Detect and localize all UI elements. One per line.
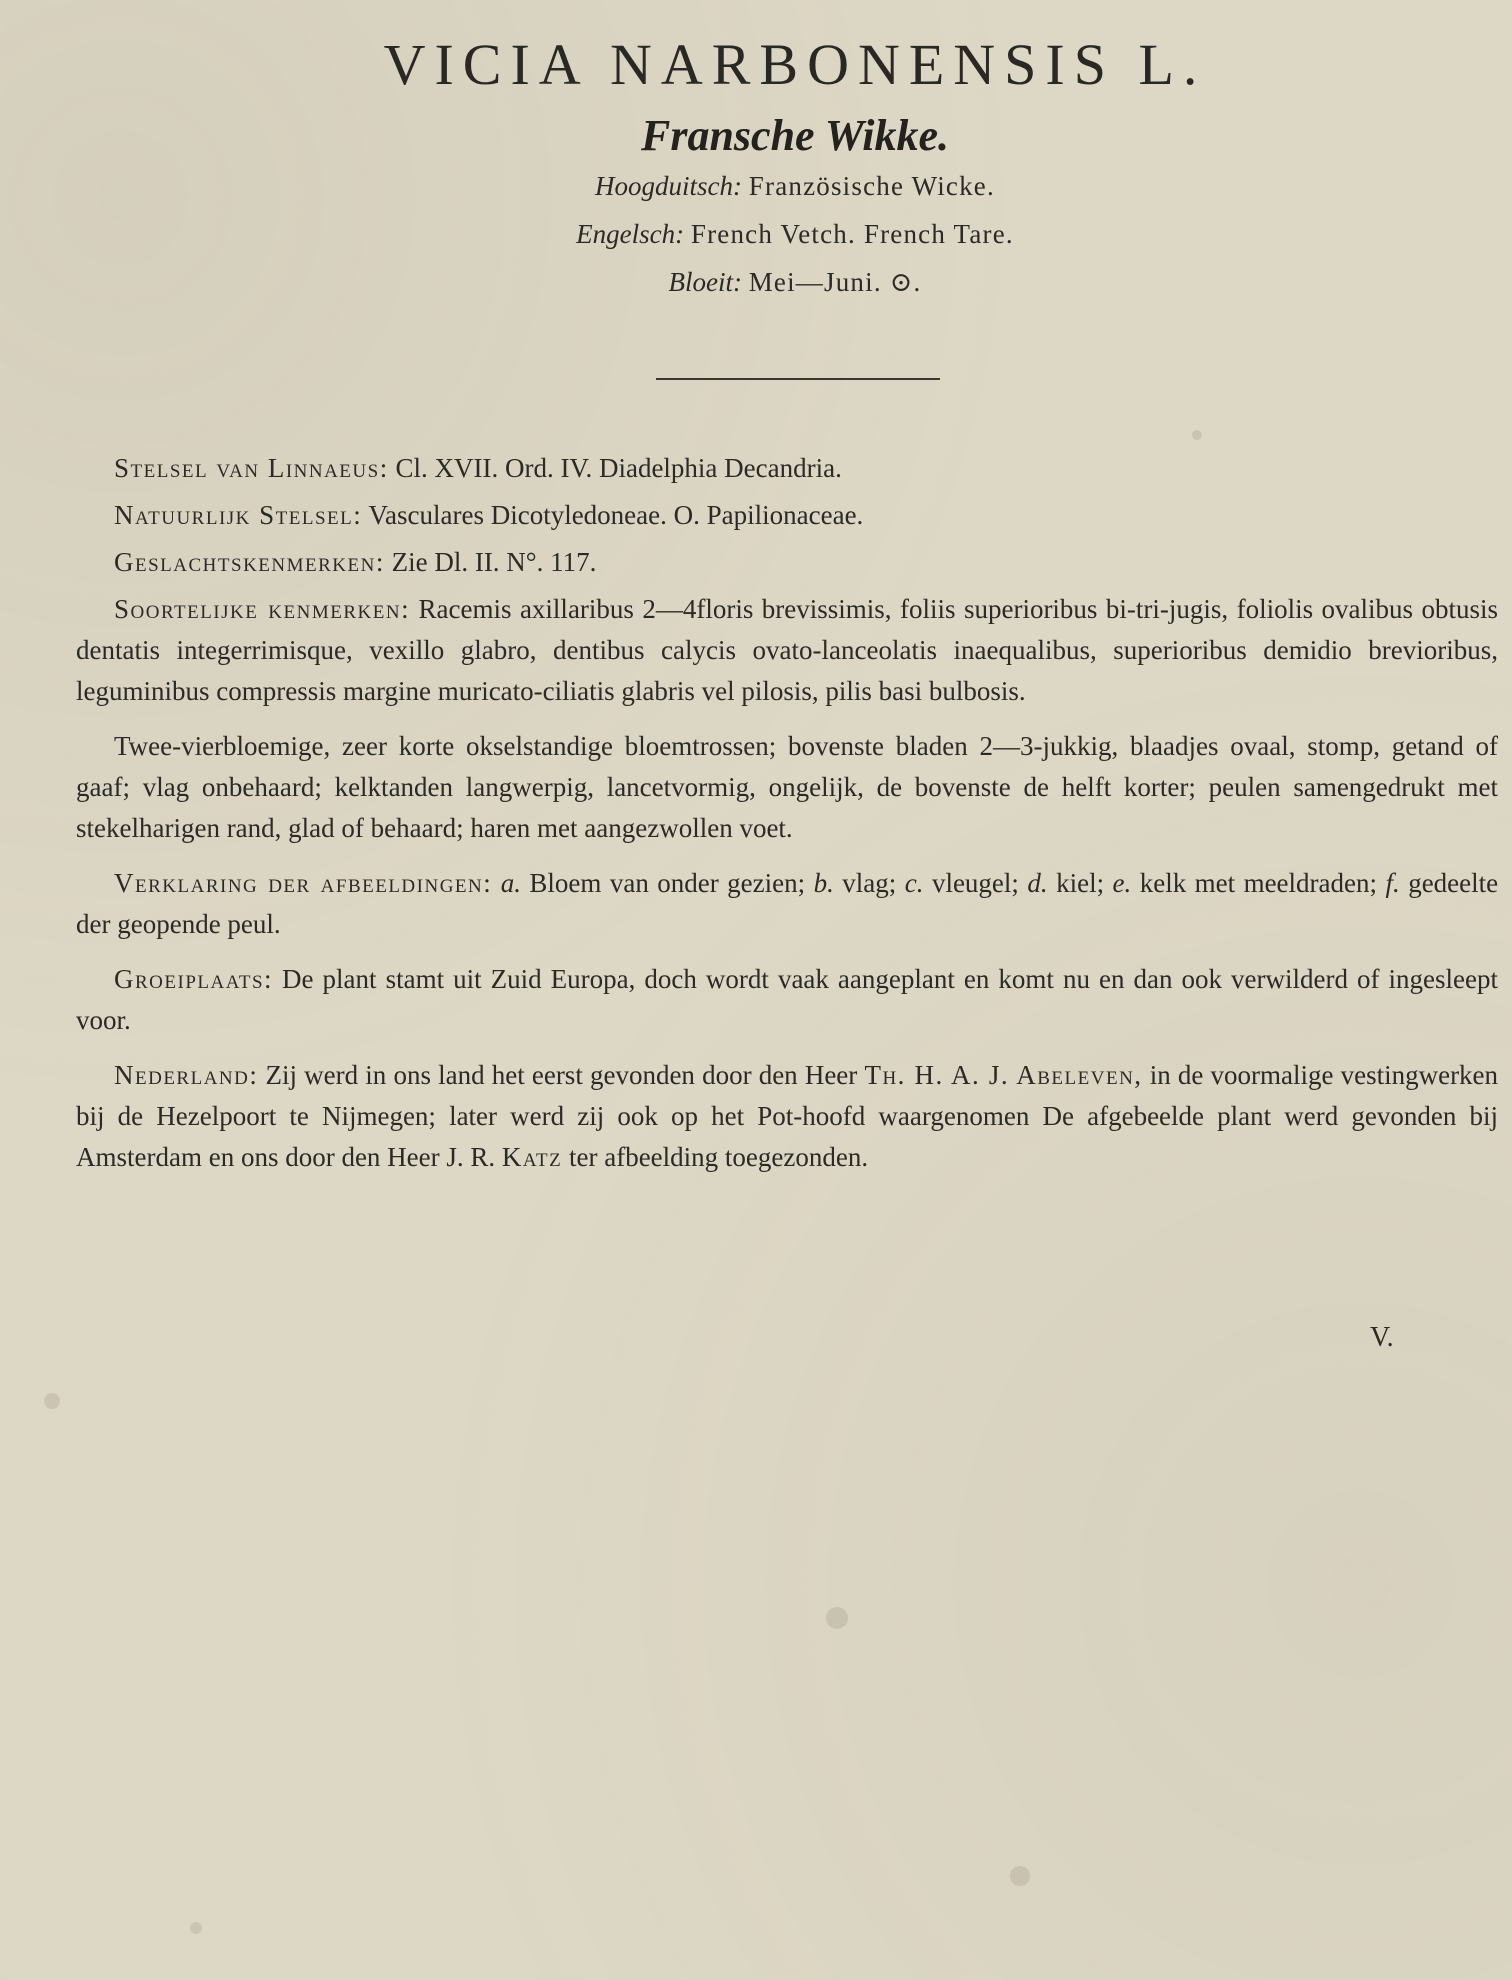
section-natuurlijk	[76, 495, 1498, 536]
figure-key: d.	[1027, 868, 1048, 898]
meta-key: Hoogduitsch:	[595, 171, 743, 201]
main-text	[76, 448, 1498, 1192]
figure-key: e.	[1112, 868, 1132, 898]
figure-key: b.	[813, 868, 834, 898]
meta-key: Engelsch:	[576, 219, 685, 249]
section-description: Twee-vierbloemige, zeer korte okselstandige bloemtrossen; bovenste bladen 2—3-jukkig, blaadjes ovaal, stomp, getand of gaaf; vlag onbehaard; kelktanden langwerpig, lancetvormig, ongelijk, de bovenste de helft korter; peulen samengedrukt met stekelharigen rand, glad of behaard; haren met aangezwollen voet.	[76, 731, 1498, 843]
paper-spot	[826, 1607, 848, 1629]
paper-spot	[1010, 1866, 1030, 1886]
person-name: Katz	[501, 1142, 563, 1172]
section-label: Verklaring der afbeeldingen:	[114, 868, 493, 898]
section-label: Soortelijke kenmerken:	[114, 594, 411, 624]
header	[0, 30, 1512, 306]
section-linnaeus	[76, 448, 1498, 489]
section-text: in de voormalige vestingwerken bij de Hezelpoort te Nijmegen; later werd zij ook op het Pot-hoofd waargenomen De afgebeelde plant werd gevonden bij Amsterdam en ons door den Heer J. R.	[76, 1060, 1499, 1172]
meta-line-bloei	[0, 258, 1512, 306]
page-title: VICIA NARBONENSIS L.	[383, 32, 1207, 97]
person-name: Th. H. A. J. Abeleven,	[864, 1060, 1143, 1090]
figure-text: Bloem van onder gezien;	[529, 868, 806, 898]
section-soort	[76, 589, 1498, 712]
figure-text: kelk met meeldraden;	[1139, 868, 1378, 898]
section-text: Vasculares Dicotyledoneae. O. Papilionaceae.	[368, 500, 864, 530]
page-subtitle: Fransche Wikke.	[640, 111, 950, 160]
meta-value: French Vetch. French Tare.	[690, 219, 1014, 249]
section-label: Nederland:	[114, 1060, 259, 1090]
figure-text: kiel;	[1056, 868, 1105, 898]
figure-key: f.	[1385, 868, 1400, 898]
section-text: Zij werd in ons land het eerst gevonden door den Heer	[265, 1060, 858, 1090]
divider-rule	[656, 378, 940, 380]
signature: V.	[1370, 1322, 1394, 1353]
meta-key: Bloeit:	[668, 267, 742, 297]
figure-text: vleugel;	[931, 868, 1019, 898]
section-label: Natuurlijk Stelsel:	[114, 500, 363, 530]
section-label: Stelsel van Linnaeus:	[114, 453, 389, 483]
section-geslacht	[76, 542, 1498, 583]
meta-line-english	[0, 210, 1512, 258]
meta-value: Mei—Juni. ⊙.	[748, 267, 922, 297]
paper-spot	[44, 1393, 60, 1409]
section-text: Cl. XVII. Ord. IV. Diadelphia Decandria.	[395, 453, 842, 483]
section-label: Geslachtskenmerken:	[114, 547, 385, 577]
section-text: De plant stamt uit Zuid Europa, doch wordt vaak aangeplant en komt nu en dan ook verwilderd of ingesleept voor.	[76, 964, 1499, 1035]
figure-text: vlag;	[842, 868, 897, 898]
section-text: Zie Dl. II. N°. 117.	[391, 547, 597, 577]
meta-value: Französische Wicke.	[748, 171, 995, 201]
section-nederland	[76, 1055, 1498, 1178]
paper-spot	[190, 1922, 202, 1934]
figure-text: gedeelte der geopende peul.	[76, 868, 1499, 939]
meta-line-german	[0, 162, 1512, 210]
figure-key: a.	[500, 868, 521, 898]
section-groeiplaats	[76, 959, 1498, 1041]
paper-spot	[1192, 430, 1202, 440]
section-text: Racemis axillaribus 2—4floris brevissimis, foliis superioribus bi-tri-jugis, foliolis ovalibus obtusis dentatis integerrimisque, vexillo glabro, dentibus calycis ovato-lanceolatis inaequalibus, superioribus demidio brevioribus, leguminibus compressis margine muricato-ciliatis glabris vel pilosis, pilis basi bulbosis.	[76, 594, 1498, 706]
section-verklaring	[76, 863, 1498, 945]
figure-key: c.	[904, 868, 924, 898]
section-label: Groeiplaats:	[114, 964, 274, 994]
section-text: ter afbeelding toegezonden.	[569, 1142, 869, 1172]
